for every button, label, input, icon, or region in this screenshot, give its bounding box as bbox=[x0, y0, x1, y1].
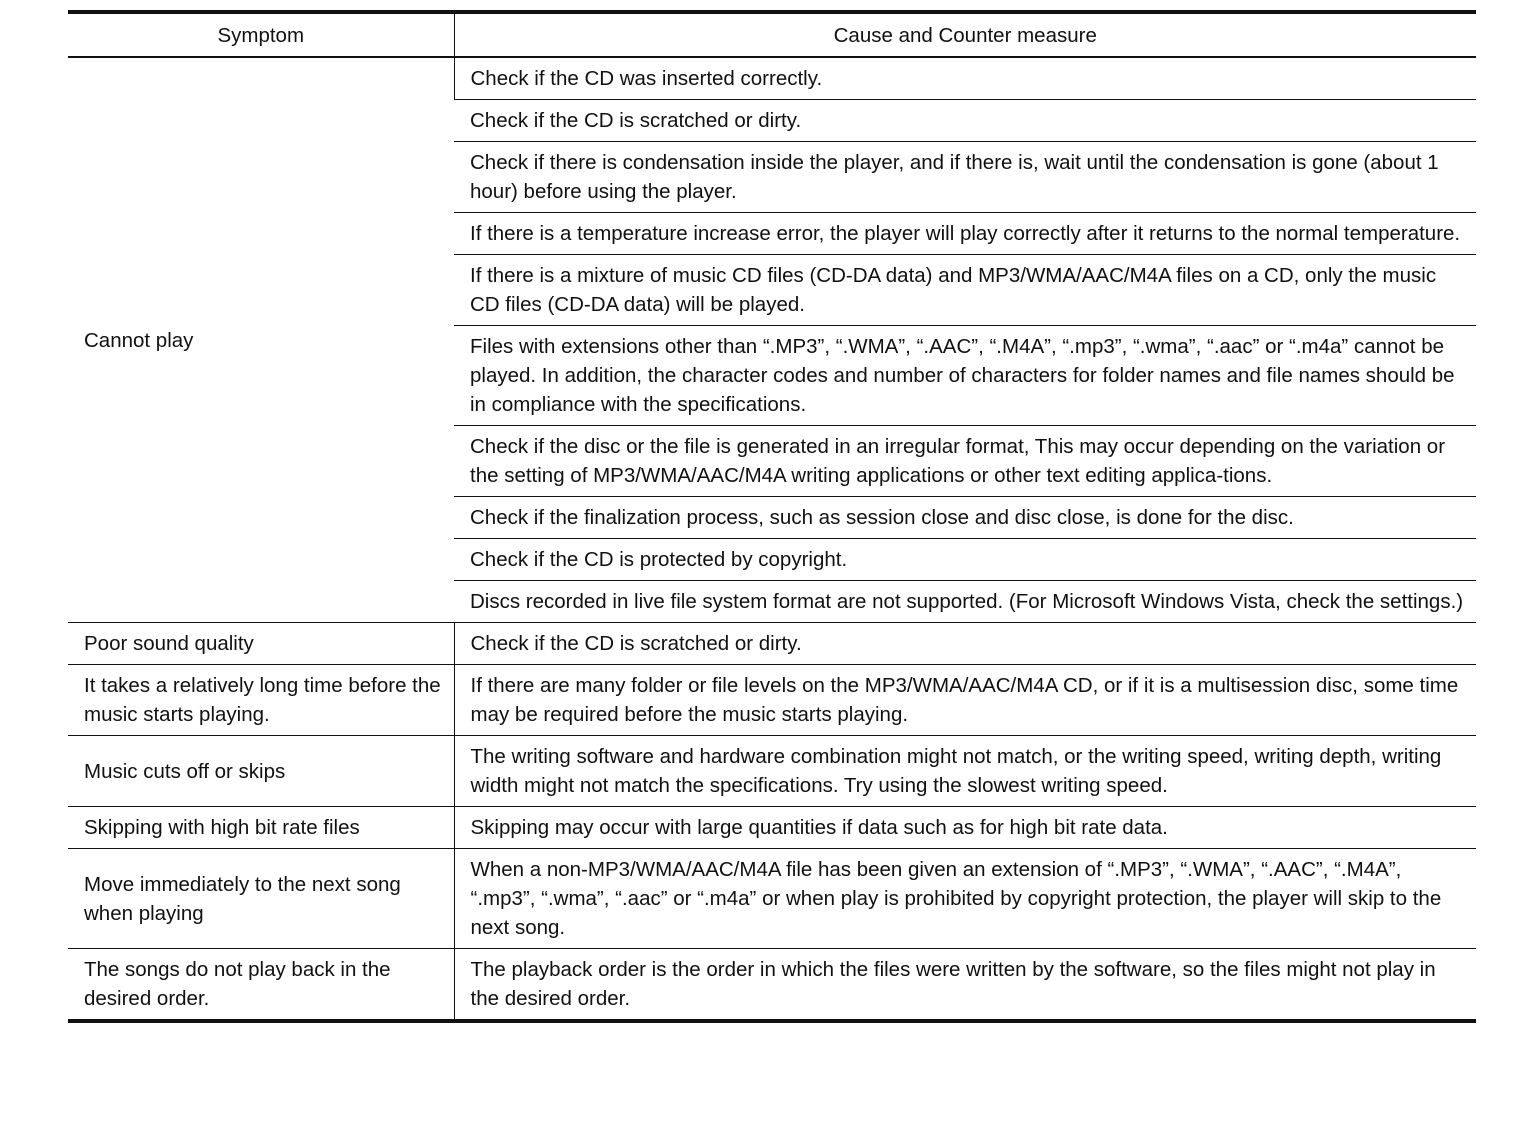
header-row bbox=[68, 12, 1476, 57]
cause-cell: Check if the CD is scratched or dirty. bbox=[454, 100, 1476, 142]
table-row bbox=[68, 665, 1476, 736]
cause-cell: Check if the CD is protected by copyright. bbox=[454, 539, 1476, 581]
cause-cell: If there are many folder or file levels on the MP3/WMA/AAC/M4A CD, or if it is a multisession disc, some time may be required before the music starts playing. bbox=[454, 665, 1476, 736]
table-row bbox=[68, 736, 1476, 807]
cause-cell: Check if there is condensation inside the player, and if there is, wait until the condensation is gone (about 1 hour) before using the player. bbox=[454, 142, 1476, 213]
table-row bbox=[68, 57, 1476, 100]
cause-cell: Skipping may occur with large quantities if data such as for high bit rate data. bbox=[454, 807, 1476, 849]
cause-cell: Check if the CD was inserted correctly. bbox=[454, 57, 1476, 100]
symptom-cell: Move immediately to the next song when playing bbox=[68, 849, 454, 949]
cause-cell: The playback order is the order in which the files were written by the software, so the files might not play in the desired order. bbox=[454, 949, 1476, 1022]
cause-cell: Check if the disc or the file is generated in an irregular format, This may occur depending on the variation or the setting of MP3/WMA/AAC/M4A writing applications or other text editing applica-tions. bbox=[454, 426, 1476, 497]
symptom-cell: It takes a relatively long time before the music starts playing. bbox=[68, 665, 454, 736]
symptom-cell: The songs do not play back in the desired order. bbox=[68, 949, 454, 1022]
symptom-cell: Skipping with high bit rate files bbox=[68, 807, 454, 849]
symptom-cell: Music cuts off or skips bbox=[68, 736, 454, 807]
cause-cell: Check if the CD is scratched or dirty. bbox=[454, 623, 1476, 665]
cause-cell: Discs recorded in live file system format are not supported. (For Microsoft Windows Vista, check the settings.) bbox=[454, 581, 1476, 623]
troubleshooting-document bbox=[68, 10, 1476, 1023]
cause-cell: If there is a mixture of music CD files (CD-DA data) and MP3/WMA/AAC/M4A files on a CD, only the music CD files (CD-DA data) will be played. bbox=[454, 255, 1476, 326]
table-body bbox=[68, 57, 1476, 1021]
troubleshooting-table bbox=[68, 10, 1476, 1023]
symptom-cell: Cannot play bbox=[84, 328, 194, 352]
cause-cell: If there is a temperature increase error, the player will play correctly after it returns to the normal temperature. bbox=[454, 213, 1476, 255]
table-row bbox=[68, 807, 1476, 849]
cause-cell: When a non-MP3/WMA/AAC/M4A file has been given an extension of “.MP3”, “.WMA”, “.AAC”, “.M4A”, “.mp3”, “.wma”, “.aac” or “.m4a” or when play is prohibited by copyright protection, the player will skip to the next song. bbox=[454, 849, 1476, 949]
cause-cell: Files with extensions other than “.MP3”, “.WMA”, “.AAC”, “.M4A”, “.mp3”, “.wma”, “.aac” or “.m4a” cannot be played. In addition, the character codes and number of characters for folder names and file names should be in compliance with the specifications. bbox=[454, 326, 1476, 426]
cause-cell: The writing software and hardware combination might not match, or the writing speed, writing depth, writing width might not match the specifications. Try using the slowest writing speed. bbox=[454, 736, 1476, 807]
table-row bbox=[68, 849, 1476, 949]
symptom-column-header: Symptom bbox=[68, 12, 454, 57]
cause-cell: Check if the finalization process, such as session close and disc close, is done for the disc. bbox=[454, 497, 1476, 539]
table-row bbox=[68, 623, 1476, 665]
table-row bbox=[68, 949, 1476, 1022]
table-header bbox=[68, 12, 1476, 57]
symptom-cell: Poor sound quality bbox=[68, 623, 454, 665]
cause-column-header: Cause and Counter measure bbox=[454, 12, 1476, 57]
